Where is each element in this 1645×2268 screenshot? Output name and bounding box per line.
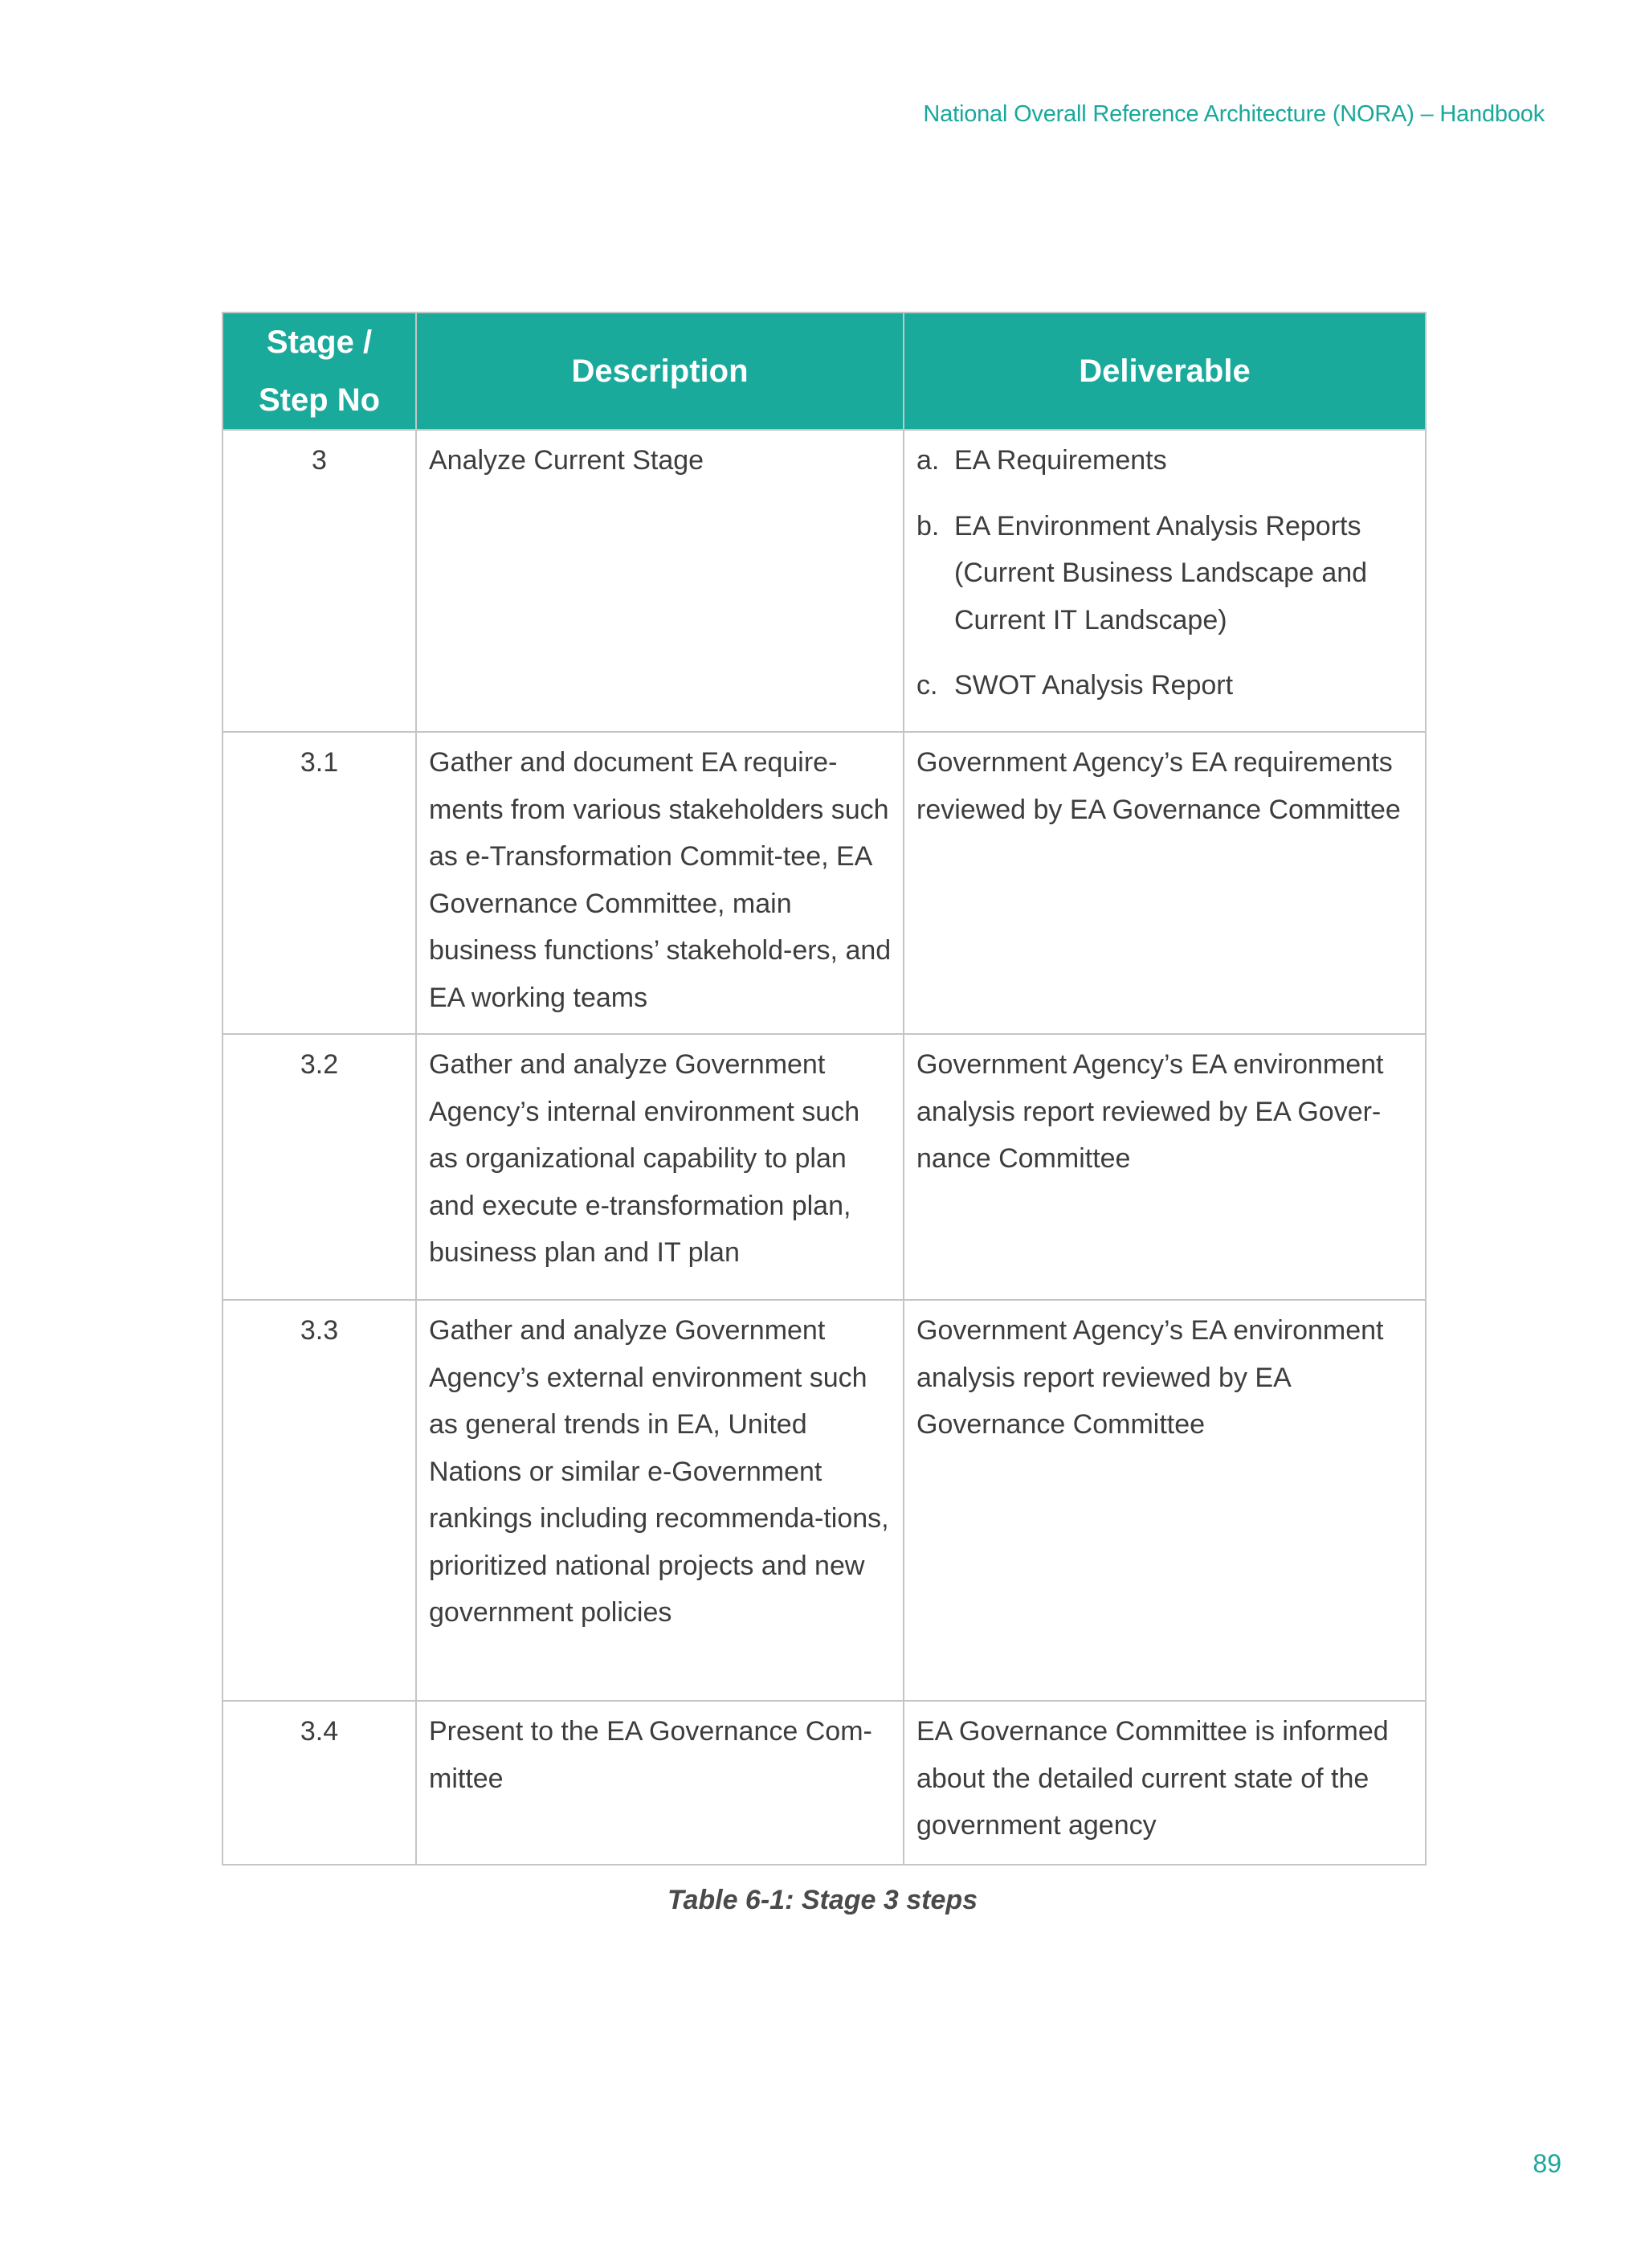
step-cell: 3.2 — [222, 1034, 416, 1300]
table-caption: Table 6-1: Stage 3 steps — [667, 1885, 978, 1915]
list-marker: b. — [916, 510, 940, 541]
description-cell: Gather and analyze Government Agency’s internal environment such as organizational capability to plan and execute e-transformation plan, business plan and IT plan — [416, 1034, 904, 1300]
list-item — [916, 503, 1414, 644]
header-step-no — [222, 313, 416, 430]
deliverable-cell: Government Agency’s EA environment analysis report reviewed by EA Gover-nance Committee — [904, 1034, 1426, 1300]
list-item-text: EA Environment Analysis Reports (Current Business Landscape and Current IT Landscape) — [954, 510, 1368, 635]
header-description: Description — [416, 313, 904, 430]
deliverable-cell: Government Agency’s EA requirements reviewed by EA Governance Committee — [904, 732, 1426, 1034]
table-header-row — [222, 313, 1426, 430]
table-row — [222, 430, 1426, 732]
deliverable-cell — [904, 430, 1426, 732]
header-deliverable: Deliverable — [904, 313, 1426, 430]
list-item-text: EA Requirements — [954, 445, 1167, 476]
stage-steps-table — [222, 312, 1427, 1865]
step-cell: 3.3 — [222, 1300, 416, 1701]
table-row — [222, 732, 1426, 1034]
description-cell: Gather and document EA require-ments from various stakeholders such as e-Transformation Commit-tee, EA Governance Committee, main business functions’ stakehold-ers, and EA working teams — [416, 732, 904, 1034]
list-marker: c. — [916, 670, 938, 701]
page-number: 89 — [1533, 2149, 1561, 2178]
running-header: National Overall Reference Architecture (NORA) – Handbook — [923, 101, 1545, 127]
deliverable-list — [916, 437, 1414, 709]
deliverable-cell: Government Agency’s EA environment analysis report reviewed by EA Governance Committee — [904, 1300, 1426, 1701]
table-row — [222, 1034, 1426, 1300]
step-cell: 3.4 — [222, 1701, 416, 1865]
step-cell: 3.1 — [222, 732, 416, 1034]
step-cell: 3 — [222, 430, 416, 732]
list-item — [916, 662, 1414, 709]
list-marker: a. — [916, 445, 940, 476]
table-row — [222, 1300, 1426, 1701]
list-item — [916, 437, 1414, 484]
list-item-text: SWOT Analysis Report — [954, 670, 1234, 701]
description-cell: Analyze Current Stage — [416, 430, 904, 732]
description-cell: Present to the EA Governance Com-mittee — [416, 1701, 904, 1865]
header-step-line2: Step No — [258, 382, 381, 418]
header-step-line1: Stage / — [266, 325, 373, 360]
description-cell: Gather and analyze Government Agency’s external environment such as general trends in EA, United Nations or similar e-Government rankings including recommenda-tions, prioritized national projects and new government policies — [416, 1300, 904, 1701]
deliverable-cell: EA Governance Committee is informed about the detailed current state of the government agency — [904, 1701, 1426, 1865]
table-row — [222, 1701, 1426, 1865]
